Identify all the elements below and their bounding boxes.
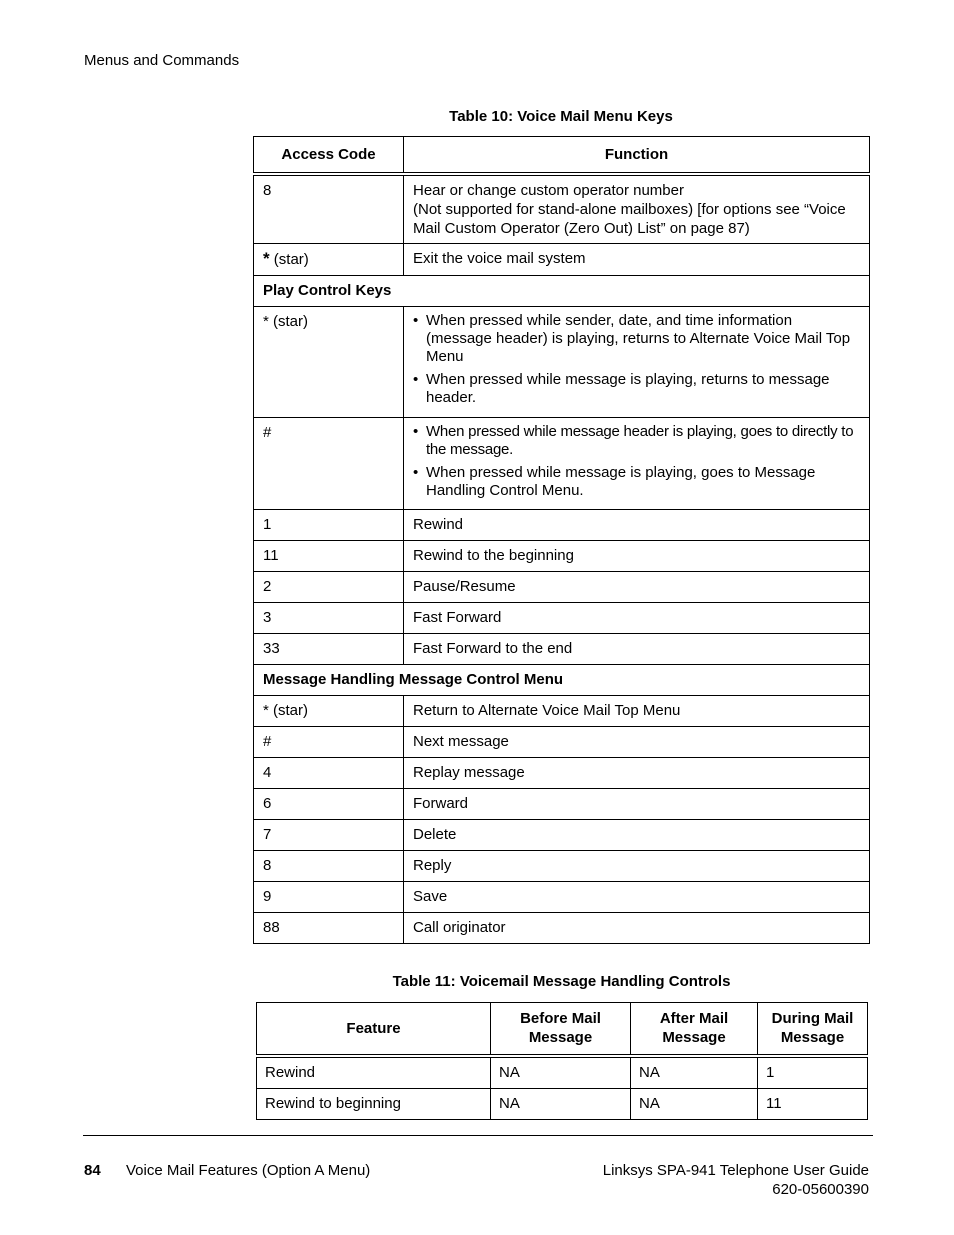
section-heading: Message Handling Message Control Menu: [254, 664, 870, 695]
section-heading: Play Control Keys: [254, 275, 870, 306]
table-row: [254, 881, 870, 912]
bullet-item: [413, 371, 860, 407]
table-row: [254, 306, 870, 417]
function-cell: Rewind to the beginning: [404, 540, 870, 571]
during-cell: 11: [758, 1088, 868, 1119]
before-cell: NA: [491, 1088, 631, 1119]
access-code-cell: #: [254, 726, 404, 757]
access-code-cell: 11: [254, 540, 404, 571]
function-cell: Reply: [404, 850, 870, 881]
function-cell: [404, 174, 870, 244]
bullet-glyph: •: [413, 422, 419, 440]
column-header-access-code: Access Code: [254, 137, 404, 174]
function-cell: Fast Forward to the end: [404, 633, 870, 664]
during-cell: 1: [758, 1056, 868, 1089]
header-line: During Mail: [771, 1010, 854, 1028]
table-row: [254, 757, 870, 788]
table-row: [254, 174, 870, 244]
section-row-play-control: [254, 275, 870, 306]
column-header-before-mail-message: [491, 1003, 631, 1056]
function-line: Hear or change custom operator number: [413, 181, 684, 199]
table-row: [257, 1088, 868, 1119]
table-row: [254, 695, 870, 726]
star-symbol: *: [263, 248, 270, 268]
bullet-item: [413, 312, 860, 366]
bullet-glyph: •: [413, 463, 419, 481]
function-cell: Exit the voice mail system: [404, 243, 870, 275]
running-header: Menus and Commands: [84, 52, 240, 69]
header-line: Message: [528, 1029, 593, 1047]
table-row: [254, 788, 870, 819]
bullet-glyph: •: [413, 370, 419, 388]
table-header-row: [257, 1003, 868, 1056]
function-cell: Next message: [404, 726, 870, 757]
access-code-cell: 8: [254, 850, 404, 881]
bullet-item: [413, 464, 860, 500]
function-cell: Forward: [404, 788, 870, 819]
page-number: 84: [84, 1162, 101, 1179]
function-cell: Replay message: [404, 757, 870, 788]
footer-doc-number: 620-05600390: [772, 1181, 869, 1198]
table-row: [254, 417, 870, 509]
voicemail-message-handling-controls-table: [256, 1002, 868, 1120]
feature-cell: Rewind: [257, 1056, 491, 1089]
voice-mail-menu-keys-table: [253, 136, 870, 944]
access-code-cell: 1: [254, 509, 404, 540]
footer-divider: [83, 1135, 873, 1136]
bullet-item: [413, 423, 860, 459]
table-row: [254, 726, 870, 757]
after-cell: NA: [631, 1088, 758, 1119]
table-header-row: [254, 137, 870, 174]
section-row-message-handling: [254, 664, 870, 695]
table-11-caption: Table 11: Voicemail Message Handling Controls: [392, 973, 731, 990]
bullet-text: When pressed while message is playing, goes to Message Handling Control Menu.: [426, 463, 816, 499]
footer-guide-title: Linksys SPA-941 Telephone User Guide: [602, 1162, 869, 1179]
header-line: Message: [780, 1029, 845, 1047]
column-header-function: Function: [404, 137, 870, 174]
bullet-glyph: •: [413, 311, 419, 329]
table-row: [254, 243, 870, 275]
access-code-cell: 6: [254, 788, 404, 819]
header-line: After Mail: [659, 1010, 729, 1028]
table-row: [254, 571, 870, 602]
access-code-cell: * (star): [254, 695, 404, 726]
after-cell: NA: [631, 1056, 758, 1089]
function-cell: [404, 417, 870, 509]
access-code-cell: 7: [254, 819, 404, 850]
feature-cell: Rewind to beginning: [257, 1088, 491, 1119]
bullet-text: When pressed while message is playing, returns to message header.: [426, 370, 830, 406]
table-row: [254, 633, 870, 664]
access-code-cell: 9: [254, 881, 404, 912]
function-cell: Call originator: [404, 912, 870, 943]
table-row: [254, 602, 870, 633]
function-cell: Return to Alternate Voice Mail Top Menu: [404, 695, 870, 726]
access-code-cell: [254, 243, 404, 275]
bullet-text: When pressed while message header is playing, goes to directly to the message.: [426, 422, 854, 458]
function-cell: Rewind: [404, 509, 870, 540]
access-code-cell: 3: [254, 602, 404, 633]
function-cell: Delete: [404, 819, 870, 850]
access-code-cell: 33: [254, 633, 404, 664]
function-cell: Pause/Resume: [404, 571, 870, 602]
table-10-caption: Table 10: Voice Mail Menu Keys: [449, 108, 673, 125]
access-code-cell: 8: [254, 174, 404, 244]
footer-chapter: Voice Mail Features (Option A Menu): [126, 1162, 371, 1179]
access-code-cell: 88: [254, 912, 404, 943]
column-header-feature: [257, 1003, 491, 1056]
table-row: [254, 540, 870, 571]
column-header-after-mail-message: [631, 1003, 758, 1056]
access-code-cell: 4: [254, 757, 404, 788]
table-row: [254, 850, 870, 881]
header-line: Feature: [346, 1019, 401, 1037]
bullet-text: When pressed while sender, date, and time information (message header) is playing, returns to Alternate Voice Mail Top Menu: [426, 311, 851, 365]
access-code-cell: * (star): [254, 306, 404, 417]
function-cell: Fast Forward: [404, 602, 870, 633]
column-header-during-mail-message: [758, 1003, 868, 1056]
header-line: Message: [662, 1029, 726, 1047]
function-cell: [404, 306, 870, 417]
function-line: (Not supported for stand-alone mailboxes) [for options see “Voice Mail Custom Operator (Zero Out) List” on page 87): [413, 200, 846, 237]
table-row: [254, 509, 870, 540]
function-cell: Save: [404, 881, 870, 912]
star-suffix: (star): [269, 250, 309, 268]
access-code-cell: #: [254, 417, 404, 509]
header-line: Before Mail: [520, 1010, 601, 1028]
table-row: [254, 819, 870, 850]
table-row: [254, 912, 870, 943]
before-cell: NA: [491, 1056, 631, 1089]
table-row: [257, 1056, 868, 1089]
access-code-cell: 2: [254, 571, 404, 602]
